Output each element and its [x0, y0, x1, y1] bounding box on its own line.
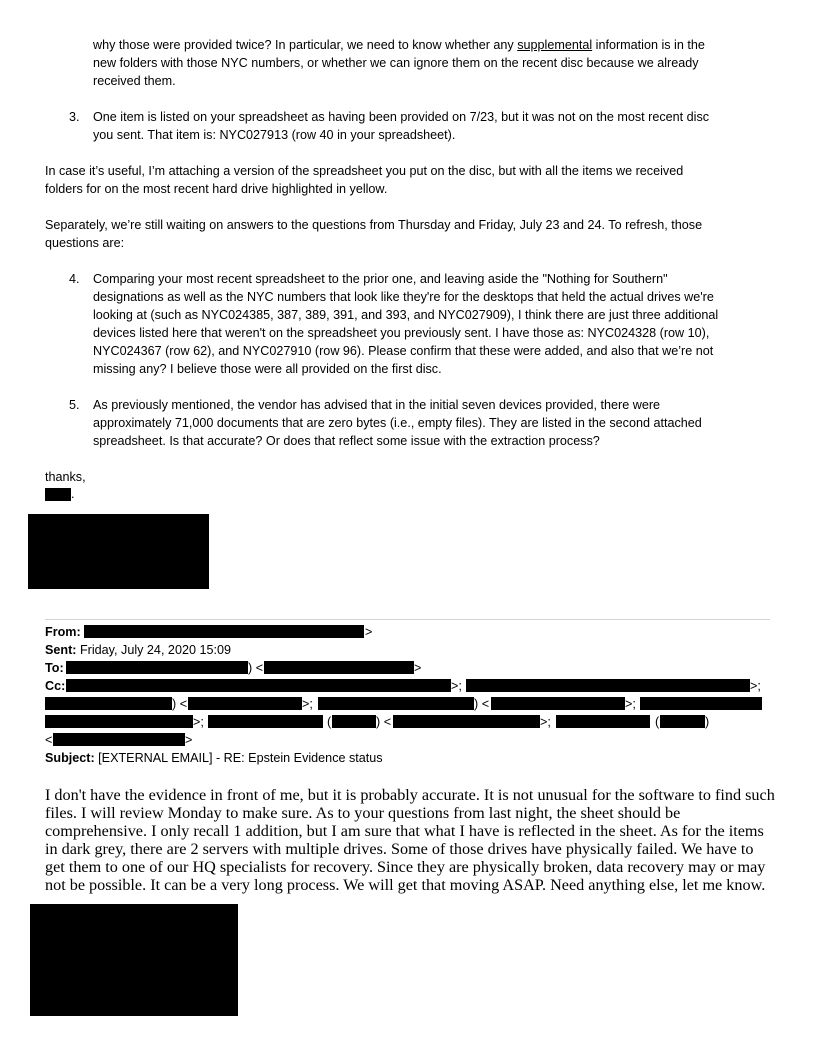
cc-sep-8: ) <: [376, 715, 392, 729]
cc-sep-2: >;: [750, 679, 761, 693]
cc-sep-9: >;: [540, 715, 551, 729]
item2-line-3: received them.: [93, 74, 176, 88]
item3-text: One item is listed on your spreadsheet as having been provided on 7/23, but it was not on the most recent disc you sent. That item is: NYC027913 (row 40 in your spreadsheet).: [93, 110, 710, 142]
cc-sep-6: >;: [625, 697, 636, 711]
item2-line-1: why those were provided twice? In particular, we need to know whether any supplemental information is in the: [93, 38, 705, 52]
redaction-cc-1: [66, 679, 451, 692]
redaction-cc-2: [466, 679, 750, 692]
redaction-to-name: [66, 661, 248, 674]
redaction-cc-6: [491, 697, 625, 710]
cc-sep-7: >;: [193, 715, 204, 729]
redaction-cc-9: [208, 715, 323, 728]
cc-label: Cc:: [45, 679, 66, 693]
signoff-thanks: thanks,: [45, 470, 86, 484]
cc-sep-3: ) <: [172, 697, 188, 711]
redaction-cc-4: [188, 697, 302, 710]
redaction-signature-name: [45, 488, 71, 501]
redaction-cc-12: [556, 715, 650, 728]
reply-body-text: I don't have the evidence in front of me, but it is probably accurate. It is not unusual for the software to find such files. I will review Monday to make sure. As to your questions from last night, the sheet should be comprehensive. I only recall 1 addition, but I am sure that what I have is reflected in the sheet. As for the items in dark grey, there are 2 servers with multiple drives. Some of those drives have physically failed. We have to get them to one of our HQ specialists for recovery. Since they are physically broken, data recovery may or may not be possible. It can be a very long process. We will get that moving ASAP. Need anything else, let me know.: [45, 786, 775, 894]
item5-number: 5.: [69, 398, 80, 412]
redaction-cc-14: [53, 733, 185, 746]
cc-sep-1: >;: [451, 679, 462, 693]
cc-lt: <: [45, 733, 53, 747]
subject-value: [EXTERNAL EMAIL] - RE: Epstein Evidence status: [94, 751, 383, 765]
subject-line: [45, 749, 383, 767]
item2-line-2: new folders with those NYC numbers, or whether we can ignore them on the recent disc because we already: [93, 56, 699, 70]
redaction-reply-signature: [30, 904, 238, 1016]
cc-close-paren: ): [705, 715, 710, 729]
redaction-from: [84, 625, 364, 638]
redaction-cc-3: [45, 697, 172, 710]
redaction-cc-8: [45, 715, 193, 728]
redaction-cc-5: [318, 697, 474, 710]
redaction-signature-block: [28, 514, 209, 589]
paragraph-attachment: In case it’s useful, I’m attaching a version of the spreadsheet you put on the disc, but with all the items we received folders for on the most recent hard drive highlighted in yellow.: [45, 164, 684, 196]
signoff-period: .: [71, 487, 75, 501]
item2-continuation: [93, 36, 765, 90]
from-label: From:: [45, 625, 81, 639]
redaction-to-email: [264, 661, 414, 674]
item4-number: 4.: [69, 272, 80, 286]
cc-sep-4: >;: [302, 697, 313, 711]
redaction-cc-13: [660, 715, 705, 728]
subject-label: Subject:: [45, 751, 95, 765]
supplemental-underlined: supplemental: [517, 38, 593, 52]
email-separator-line: [45, 619, 770, 620]
redaction-cc-7: [640, 697, 762, 710]
cc-sep-5: ) <: [474, 697, 490, 711]
cc-open-paren-1: (: [327, 715, 332, 729]
to-gt: >: [414, 661, 422, 675]
cc-gt: >: [185, 733, 193, 747]
item5-text: As previously mentioned, the vendor has advised that in the initial seven devices provided, there were approximately 71,000 documents that are zero bytes (i.e., empty files). They are listed in the second attached spreadsheet. Is that accurate? Or does that reflect some issue with the extraction process?: [93, 398, 702, 448]
item4-text: Comparing your most recent spreadsheet to the prior one, and leaving aside the "Nothing for Southern" designations as well as the NYC numbers that look like they're for the desktops that held the actual drives we're looking at (such as NYC024385, 387, 389, 391, and 393, and NYC027909), I think there are just three additional devices listed here that weren't on the spreadsheet you previously sent. I have those as: NYC024328 (row 10), NYC024367 (row 62), and NYC027910 (row 96). Please confirm that these were added, and also that we’re not missing any? I believe those were all provided on the first disc.: [93, 272, 719, 376]
sent-value: Friday, July 24, 2020 15:09: [76, 643, 231, 657]
redaction-cc-11: [393, 715, 540, 728]
to-paren-lt: ) <: [248, 661, 264, 675]
from-gt: >: [365, 625, 373, 639]
item3-number: 3.: [69, 110, 80, 124]
sent-line: [45, 641, 231, 659]
to-label: To:: [45, 661, 64, 675]
sent-label: Sent:: [45, 643, 77, 657]
paragraph-waiting: Separately, we’re still waiting on answers to the questions from Thursday and Friday, July 23 and 24. To refresh, those questions are:: [45, 218, 703, 250]
cc-open-paren-2: (: [655, 715, 660, 729]
redaction-cc-10: [332, 715, 376, 728]
